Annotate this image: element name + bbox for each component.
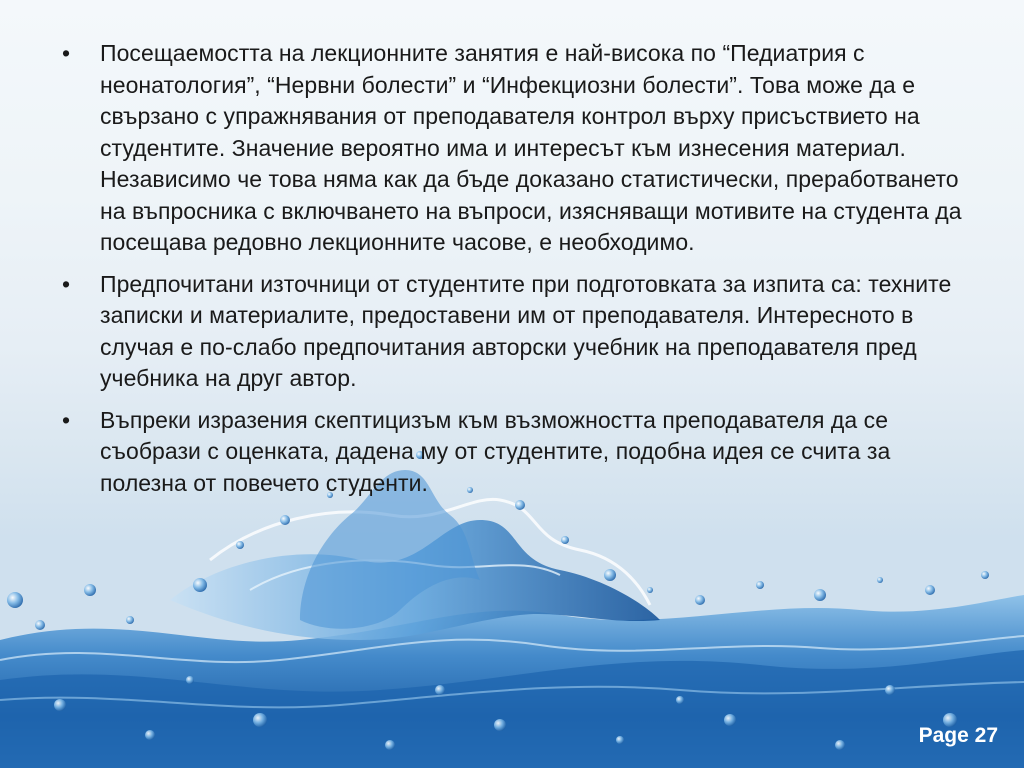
page-number: Page 27 — [918, 724, 998, 747]
bullet-text: Посещаемостта на лекционните занятия е най-висока по “Педиатрия с неонатология”, “Нервни болести” и “Инфекциозни болести”. Това може да е свързано с упражнявания от преподавателя контрол върху присъствието на студентите. Значение вероятно има и интересът към изнесения материал. Независимо че това няма как да бъде доказано статистически, преработването на въпросника с включването на въпроси, изясняващи мотивите на студента да посещава редовно лекционните часове, е необходимо. — [100, 40, 962, 255]
slide-content — [62, 38, 962, 509]
bullet-icon: • — [62, 406, 71, 433]
bullet-item — [62, 269, 962, 395]
bullet-icon: • — [62, 40, 71, 66]
bullet-text: Предпочитани източници от студентите при подготовката за изпита са: техните записки и материалите, предоставени им от преподавателя. Интересното в случая е по-слабо предпочитания авторски учебник на преподавателя пред учебника на друг автор. — [100, 270, 952, 391]
bullet-item — [62, 38, 962, 259]
bullet-text: Въпреки изразения скептицизъм към възможността преподавателя да се съобрази с оценката, дадена му от студентите, подобна идея се счита за полезна от повечето студенти. — [100, 406, 891, 496]
bullet-item — [62, 405, 962, 500]
bullet-icon: • — [62, 270, 71, 297]
bullet-list — [62, 38, 962, 499]
